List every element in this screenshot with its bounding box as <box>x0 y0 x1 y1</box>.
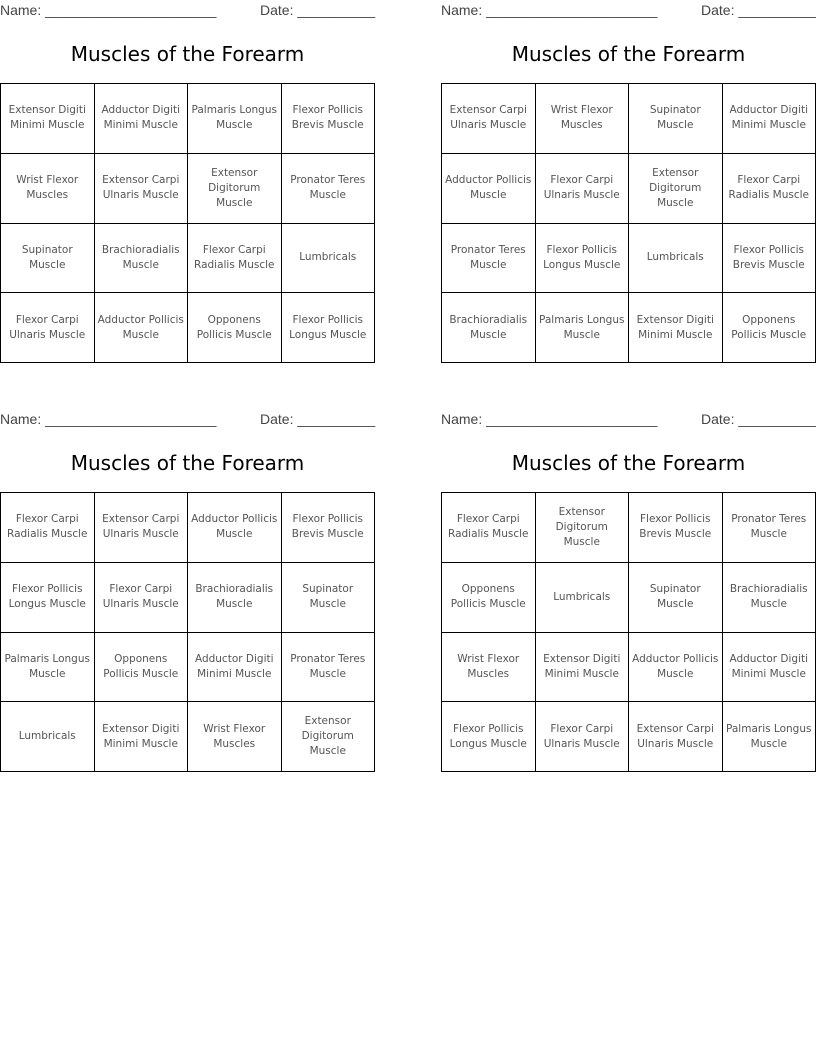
bingo-cell: Pronator Teres Muscle <box>723 493 816 563</box>
bingo-cell: Palmaris Longus Muscle <box>723 702 816 772</box>
name-date-row <box>441 0 816 22</box>
bingo-cell: Pronator Teres Muscle <box>282 154 376 224</box>
bingo-cell: Wrist Flexor Muscles <box>188 702 282 772</box>
name-field-label: Name: ______________________ <box>0 411 217 427</box>
bingo-cell: Adductor Pollicis Muscle <box>629 633 723 703</box>
bingo-cell: Adductor Digiti Minimi Muscle <box>95 84 189 154</box>
card-title: Muscles of the Forearm <box>511 42 746 66</box>
name-date-row <box>0 409 375 431</box>
bingo-cell: Pronator Teres Muscle <box>442 224 536 294</box>
bingo-cell: Adductor Pollicis Muscle <box>188 493 282 563</box>
name-field-label: Name: ______________________ <box>441 411 658 427</box>
bingo-cell: Adductor Digiti Minimi Muscle <box>723 84 816 154</box>
bingo-cell: Flexor Pollicis Brevis Muscle <box>282 84 376 154</box>
bingo-cell: Brachioradialis Muscle <box>442 293 536 363</box>
bingo-cell: Flexor Pollicis Longus Muscle <box>282 293 376 363</box>
bingo-cell: Extensor Digitorum Muscle <box>629 154 723 224</box>
bingo-cell: Adductor Pollicis Muscle <box>95 293 189 363</box>
bingo-grid <box>0 492 375 772</box>
name-date-row <box>441 409 816 431</box>
bingo-cell: Pronator Teres Muscle <box>282 633 376 703</box>
bingo-cell: Opponens Pollicis Muscle <box>95 633 189 703</box>
bingo-cell: Opponens Pollicis Muscle <box>723 293 816 363</box>
bingo-cell: Adductor Digiti Minimi Muscle <box>723 633 816 703</box>
name-date-row <box>0 0 375 22</box>
date-field-label: Date: __________ <box>260 2 376 18</box>
bingo-cell: Extensor Digiti Minimi Muscle <box>629 293 723 363</box>
bingo-cell: Flexor Pollicis Brevis Muscle <box>723 224 816 294</box>
bingo-cell: Palmaris Longus Muscle <box>536 293 630 363</box>
bingo-card <box>441 409 816 750</box>
bingo-cell: Flexor Carpi Ulnaris Muscle <box>536 702 630 772</box>
bingo-grid <box>441 83 816 363</box>
bingo-card <box>441 0 816 341</box>
bingo-cell: Wrist Flexor Muscles <box>536 84 630 154</box>
bingo-card <box>0 409 376 758</box>
bingo-cell: Flexor Carpi Ulnaris Muscle <box>95 563 189 633</box>
bingo-cell: Brachioradialis Muscle <box>95 224 189 294</box>
bingo-cell: Extensor Carpi Ulnaris Muscle <box>95 493 189 563</box>
bingo-cell: Adductor Digiti Minimi Muscle <box>188 633 282 703</box>
bingo-cell: Palmaris Longus Muscle <box>188 84 282 154</box>
bingo-grid <box>0 83 375 363</box>
bingo-cell: Lumbricals <box>536 563 630 633</box>
bingo-cell: Flexor Pollicis Brevis Muscle <box>282 493 376 563</box>
bingo-cell: Flexor Carpi Ulnaris Muscle <box>1 293 95 363</box>
bingo-cell: Flexor Pollicis Longus Muscle <box>536 224 630 294</box>
bingo-card <box>0 0 376 341</box>
card-title: Muscles of the Forearm <box>511 451 746 475</box>
card-title: Muscles of the Forearm <box>70 451 305 475</box>
bingo-cell: Extensor Digitorum Muscle <box>536 493 630 563</box>
bingo-cell: Supinator Muscle <box>629 563 723 633</box>
bingo-cell: Extensor Carpi Ulnaris Muscle <box>442 84 536 154</box>
bingo-cell: Extensor Carpi Ulnaris Muscle <box>629 702 723 772</box>
bingo-cell: Supinator Muscle <box>1 224 95 294</box>
bingo-cell: Extensor Digitorum Muscle <box>188 154 282 224</box>
bingo-cell: Flexor Carpi Ulnaris Muscle <box>536 154 630 224</box>
bingo-cell: Flexor Carpi Radialis Muscle <box>442 493 536 563</box>
name-field-label: Name: ______________________ <box>0 2 217 18</box>
bingo-cell: Extensor Digiti Minimi Muscle <box>536 633 630 703</box>
bingo-cell: Brachioradialis Muscle <box>188 563 282 633</box>
bingo-cell: Opponens Pollicis Muscle <box>442 563 536 633</box>
bingo-cell: Adductor Pollicis Muscle <box>442 154 536 224</box>
date-field-label: Date: __________ <box>701 2 816 18</box>
bingo-cell: Supinator Muscle <box>629 84 723 154</box>
bingo-cell: Flexor Carpi Radialis Muscle <box>188 224 282 294</box>
bingo-cell: Flexor Carpi Radialis Muscle <box>723 154 816 224</box>
bingo-cell: Flexor Pollicis Longus Muscle <box>442 702 536 772</box>
bingo-cell: Palmaris Longus Muscle <box>1 633 95 703</box>
date-field-label: Date: __________ <box>701 411 816 427</box>
bingo-cell: Extensor Digiti Minimi Muscle <box>95 702 189 772</box>
name-field-label: Name: ______________________ <box>441 2 658 18</box>
bingo-cell: Extensor Carpi Ulnaris Muscle <box>95 154 189 224</box>
bingo-cell: Extensor Digiti Minimi Muscle <box>1 84 95 154</box>
bingo-cell: Lumbricals <box>629 224 723 294</box>
bingo-cell: Opponens Pollicis Muscle <box>188 293 282 363</box>
date-field-label: Date: __________ <box>260 411 376 427</box>
bingo-cell: Flexor Pollicis Brevis Muscle <box>629 493 723 563</box>
bingo-cell: Lumbricals <box>1 702 95 772</box>
bingo-grid <box>441 492 816 772</box>
bingo-cell: Flexor Carpi Radialis Muscle <box>1 493 95 563</box>
bingo-cell: Wrist Flexor Muscles <box>1 154 95 224</box>
card-title: Muscles of the Forearm <box>70 42 305 66</box>
bingo-cell: Flexor Pollicis Longus Muscle <box>1 563 95 633</box>
bingo-cell: Extensor Digitorum Muscle <box>282 702 376 772</box>
bingo-cell: Lumbricals <box>282 224 376 294</box>
bingo-cell: Brachioradialis Muscle <box>723 563 816 633</box>
bingo-cell: Wrist Flexor Muscles <box>442 633 536 703</box>
bingo-cell: Supinator Muscle <box>282 563 376 633</box>
